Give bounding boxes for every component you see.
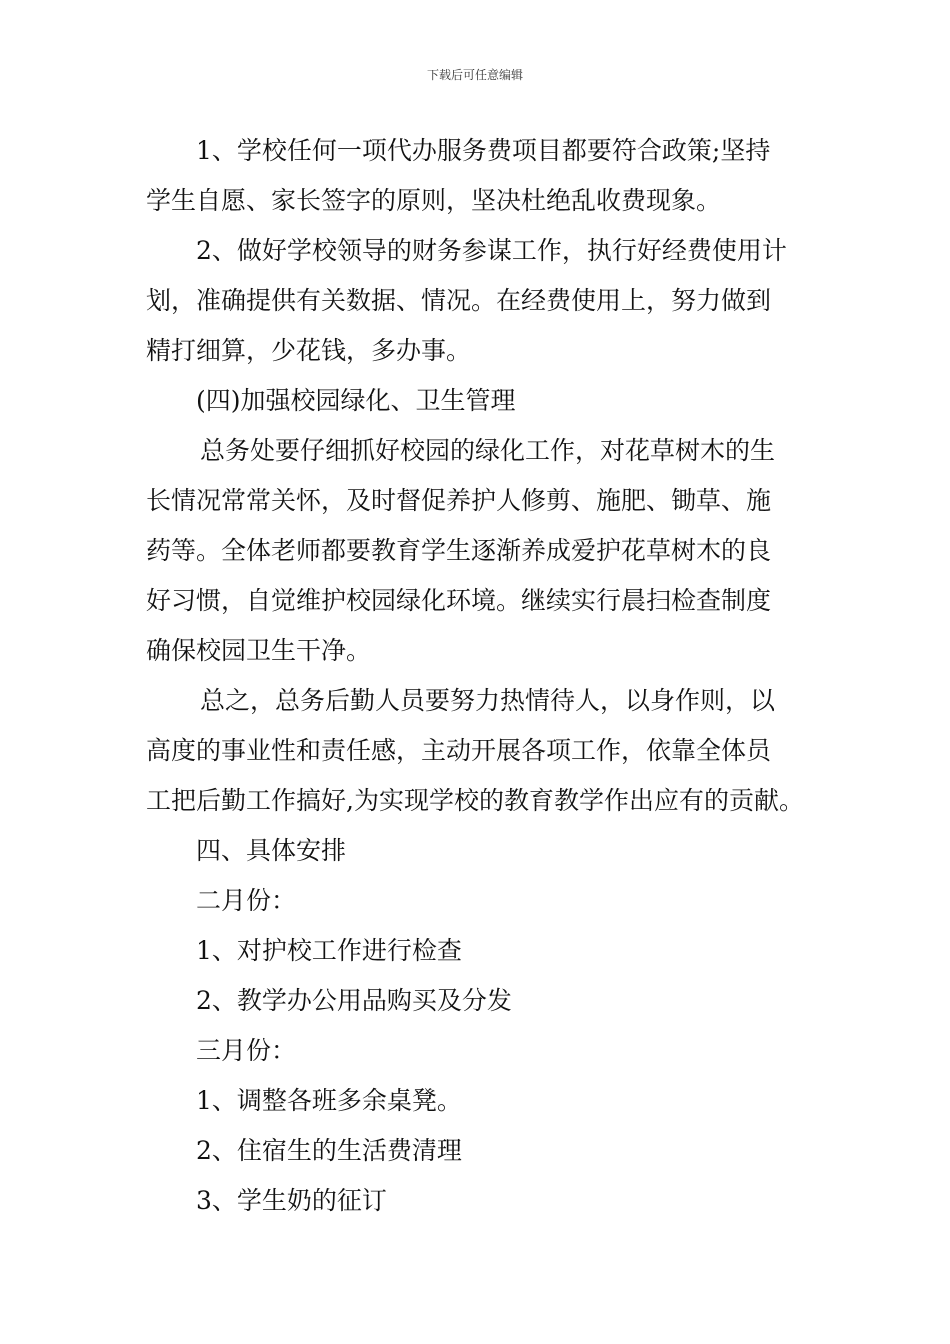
- paragraph-line: 好习惯，自觉维护校园绿化环境。继续实行晨扫检查制度: [146, 586, 772, 615]
- month-heading: 三月份：: [196, 1036, 297, 1065]
- paragraph-line: 工把后勤工作搞好,为实现学校的教育教学作出应有的贡献。: [146, 786, 804, 815]
- paragraph-line: 学生自愿、家长签字的原则，坚决杜绝乱收费现象。: [146, 186, 722, 215]
- paragraph-line: 精打细算，少花钱，多办事。: [146, 336, 472, 365]
- list-item: 2、教学办公用品购买及分发: [196, 986, 512, 1015]
- paragraph-line: 1、学校任何一项代办服务费项目都要符合政策;坚持: [196, 136, 771, 165]
- paragraph-line: 2、做好学校领导的财务参谋工作，执行好经费使用计: [196, 236, 787, 265]
- section-heading: (四)加强校园绿化、卫生管理: [196, 386, 516, 415]
- paragraph-line: 总务处要仔细抓好校园的绿化工作，对花草树木的生: [200, 436, 776, 465]
- paragraph-line: 长情况常常关怀，及时督促养护人修剪、施肥、锄草、施: [146, 486, 772, 515]
- list-item: 3、学生奶的征订: [196, 1186, 387, 1215]
- section-heading: 四、具体安排: [196, 836, 347, 865]
- list-item: 1、调整各班多余桌凳。: [196, 1086, 462, 1115]
- paragraph-line: 确保校园卫生干净。: [146, 636, 372, 665]
- list-item: 1、对护校工作进行检查: [196, 936, 462, 965]
- page-header: 下载后可任意编辑: [426, 68, 523, 82]
- paragraph-line: 高度的事业性和责任感，主动开展各项工作，依靠全体员: [146, 736, 772, 765]
- list-item: 2、住宿生的生活费清理: [196, 1136, 462, 1165]
- paragraph-line: 药等。全体老师都要教育学生逐渐养成爱护花草树木的良: [146, 536, 772, 565]
- month-heading: 二月份：: [196, 886, 297, 915]
- paragraph-line: 总之，总务后勤人员要努力热情待人，以身作则，以: [200, 686, 776, 715]
- paragraph-line: 划，准确提供有关数据、情况。在经费使用上，努力做到: [146, 286, 772, 315]
- document-body: [146, 126, 812, 1226]
